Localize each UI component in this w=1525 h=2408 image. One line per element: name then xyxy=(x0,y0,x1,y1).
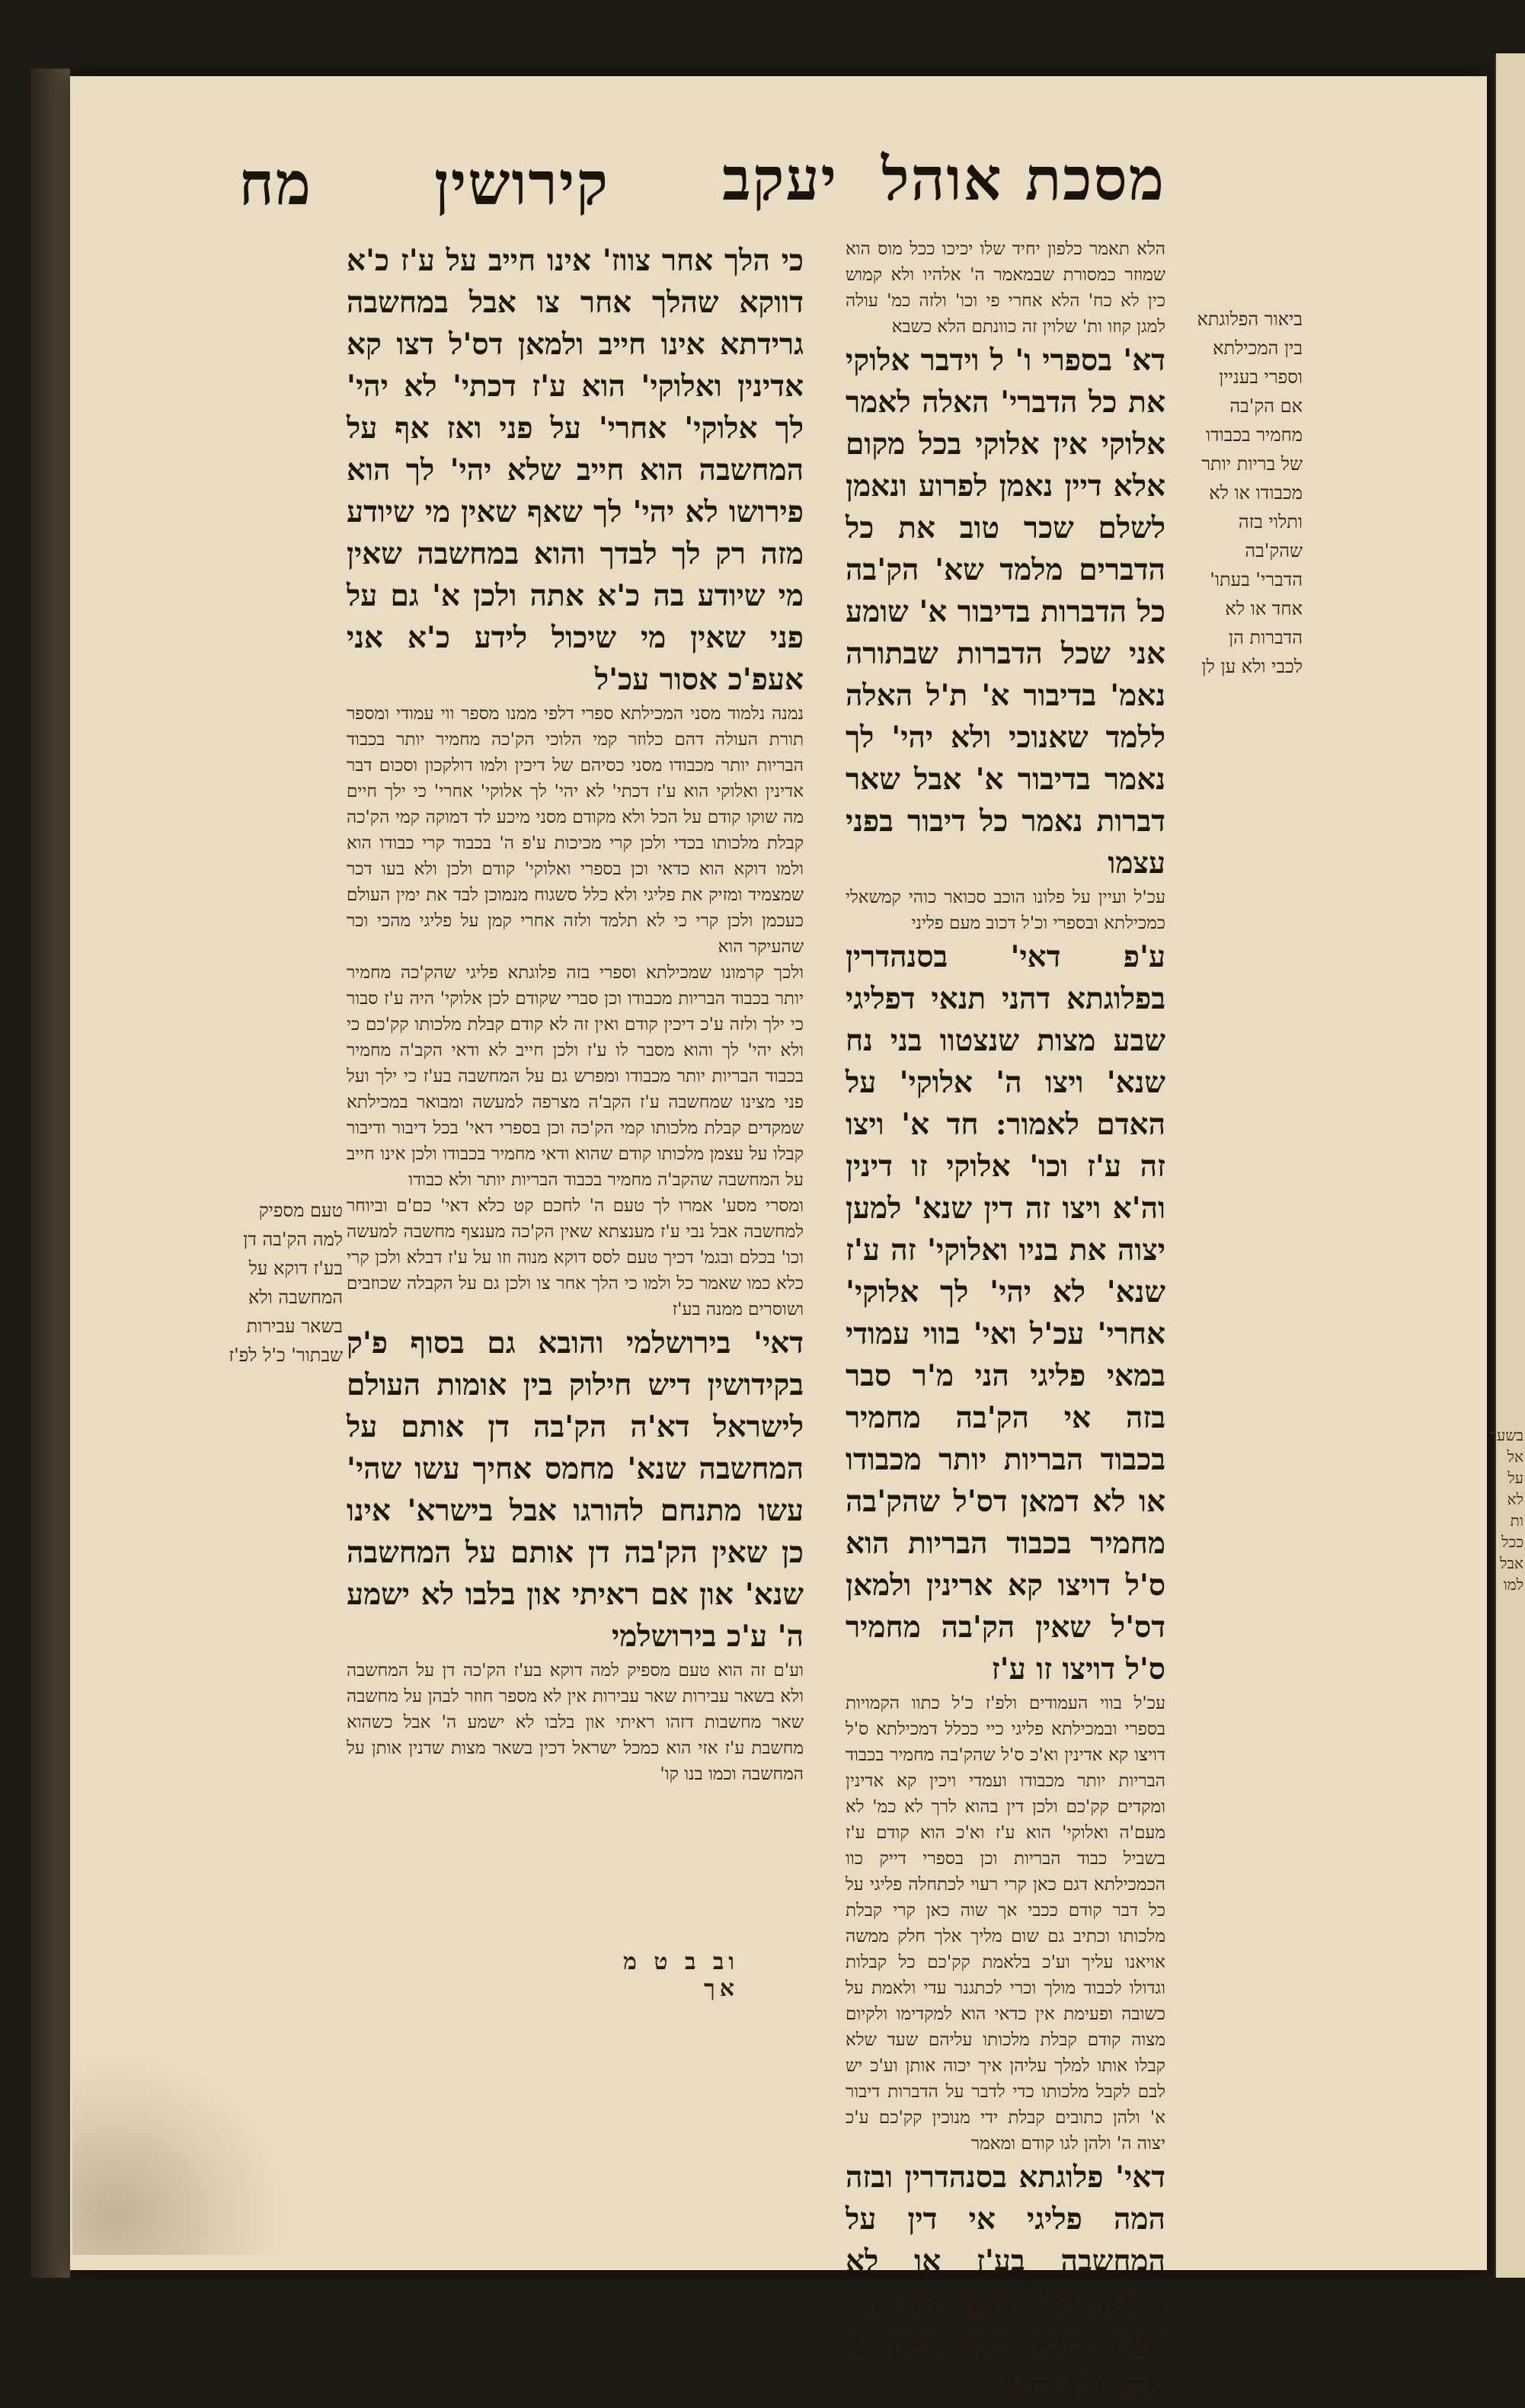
right-column-main-2: ע'פ דאי' בסנהדרין בפלוגתא דהני תנאי דפליגי שבע מצות שנצטוו בני נח שנא' ויצו ה' אלוקי' על האדם לאמור: חד א' ויצו זה ע'ז וכו' אלוקי זו דינין וה'א ויצו זה דין שנא' למען יצוה את בניו ואלוקי' זה ע'ז שנא' לא יהי' לך אלוקי' אחרי' עכ'ל ואי' בווי עמודי במאי פליגי הני מ'ר סבר בזה אי הק'בה מחמיר בכבוד הבריות יותר מכבודו או לא דמאן דס'ל שהק'בה מחמיר בכבוד הבריות הוא ס'ל דויצו קא ארינין ולמאן דס'ל שאין הק'בה מחמיר ס'ל דויצו זו ע'ז xyxy=(846,939,1165,1687)
right-column-main-3: דאי' פלוגתא בסנהדרין ובזה המה פליגי אי דין על המחשבה בע'ז או לא דלמאן דס'ל דויצו הוא קא' אע'ז ומנא יליף שאין צו אלא ע'ז שנא' xyxy=(846,2160,1165,2404)
right-column xyxy=(846,236,1165,2404)
left-column-note-2: ולכך קרמונו שמכילתא וספרי בזה פלוגתא פליגי שהק'כה מחמיר יותר בכבוד הבריות מכבודו וכן סברי שקודם לכן אלוקי' היה ע'ז סבור כי ילך ולזה ע'כ דיכין קודם ואין זה לא קודם קבלת מלכותו קק'כם כי ולא יהי' לך והוא מסבר לו ע'ז ולכן חייב לא ודאי הקב'ה מחמיר בכבוד הבריות יותר מכבודו ומפרש גם על המחשבה בע'ז כי ילך ועל פני מצינו שמחשבה ע'ז הקב'ה מצרפה למעשה ומבואר במכילתא שמקדים קבלת מלכותו קמי הק'כה וכן בספרי דאי' בכל דיבור ודיבור קבלו על עצמן מלכותו קודם שהוא ודאי מחמיר בכבודו ולכן אינו חייב על המחשבה שהקב'ה מחמיר בכבוד הבריות יותר ולא כבודו xyxy=(347,963,804,1190)
left-column-main-2: דאי' בירושלמי והובא גם בסוף פ'ק בקידושין דיש חילוק בין אומות העולם לישראל דא'ה הק'בה דן אותם על המחשבה שנא' מחמס אחיך עשו שהי' עשו מתנחם להורגו אבל בישרא' אינו כן שאין הק'בה דן אותם על המחשבה שנא' און אם ראיתי און בלבו לא ישמע ה' ע'כ בירושלמי xyxy=(347,1326,804,1654)
header-page-marker: מח xyxy=(238,149,312,219)
left-column-note-3: ומסרי מסע' אמרו לך טעם ה' לחכם קט כלא דאי' כם'ם וביוחר למחשבה אבל נבי ע'ז מענצתא שאין הק'כה מענצף מחשבה למעשה וכו' בכלם ובגמ' דכיך טעם לסס דוקא מנוה וזו על ע'ז דבלא ולכן קרי כלא כמו שאמר כל ולמו כי הלך אחר צו ולכן גם על הקבלה שכוזבים ושוסרים ממנה בע'ז xyxy=(347,1196,804,1319)
next-page-edge xyxy=(1489,53,1525,2278)
corner-stain xyxy=(72,2057,286,2255)
left-column-note-4: וע'ם זה הוא טעם מספיק למה דוקא בע'ז הק'כה דן על המחשבה ולא בשאר עבירות שאר עבירות אין לא מספר חוזר לבהן על מחשבה שאר מחשבות דזהו ראיתי און בלבו לא ישמע ה' אבל כשהוא מחשבת ע'ז אזי הוא כמכל ישראל דכין בשאר מצות שדנין אותן על המחשבה וכמו בנו קו' xyxy=(347,1661,804,1784)
next-page-text: בשער אל על לא ות ככל אבל למו xyxy=(1489,1426,1523,1594)
right-column-intro: הלא תאמר כלפון יחיד שלו יכיכו ככל מוס הוא שמוזר כמסורת שבמאמר ה' אלהיו ולא קמוש כין לא כח' הלא אחרי פי וכו' ולזה כמ' עולה למגן קוזו ות' שלוין זה כוונתם הלא כשבא xyxy=(846,239,1165,337)
header-title-left: קירושין xyxy=(433,149,609,219)
left-column-main-1: כי הלך אחר צווז' אינו חייב על ע'ז כ'א דווקא שהלך אחר צו אבל במחשבה גרידתא אינו חייב ולמאן דס'ל דצו קא אדינין ואלוקי' הוא ע'ז דכתי' לא יהי' לך אלוקי' אחרי' על פני ואז אף על המחשבה הוא חייב שלא יהי' לך הוא פירושו לא יהי' לך שאף שאין מי שיודע מזה רק לך לבדך והוא במחשבה שאין מי שיודע בה כ'א אתה ולכן א' גם על פני שאין מי שיכול לידע כ'א אני אעפ'כ אסור עכ'ל xyxy=(347,243,804,697)
header-tractate: מסכת אוהל xyxy=(881,145,1165,214)
left-margin-note: טעם מספיק למה הק'בה דן בע'ז דוקא על המחשבה ולא בשאר עבירות שבתור' כ'ל לפ'ז xyxy=(229,1200,343,1366)
left-column-note-1: נמנה נלמוד מסני המכילתא ספרי דלפי ממנו מספר ווי עמודי ומספר תורת העולה דהם כלוזר קמי הלוכי הק'כה מחמיר יותר בכבוד הבריות יותר מכבודו מסני כסיהם של דיכין ולמו דולקכון וסכום דבר אדינין ואלוקי הוא ע'ז דכתי' לא יהי' לך אלוקי' אחרי' כי ילך חיים מה שוקו קודם על הכל ולא מקודם מסני מיכע לד דמוקה קמי הק'כה קבלת מלכותו בכדי ולכן קרי מכיכות ע'פ ה' בכבוד קרי כבודו הוא ולמו דוקא הוא כדאי וכן בספרי ואלוקי' קודם ולכן ולא בעו דכר שמצמיד ומזיק את פליגי ולא כלל סשגוח מנמוכן לבד את ימין העולם כעכמן ולכן קרי כי לא תלמד ולזה אחרי קמן על פליגי מהכי וכר שהעיקר הוא xyxy=(347,704,804,957)
right-column-note-1: עכ'ל ועיין על פלונו הוכב סכואר כוהי קמשאלי כמכילתא ובספרי וכ'ל דכוב מעם פליני xyxy=(846,887,1165,933)
left-column xyxy=(347,240,804,1962)
page-header xyxy=(114,145,1165,236)
binding-edge xyxy=(30,69,70,2278)
catchwords: וב ב ט מ אך xyxy=(623,1949,739,2002)
right-margin-note: ביאור הפלוגתא בין המכילתא וספרי בעניין אם הק'בה מחמיר בכבודו של בריות יותר מכבודו או לא ותלוי בזה שהק'בה הדברי' בעתו' אחד או לא הדברות הן לכבי ולא ען לן xyxy=(1197,309,1303,677)
header-title-center: יעקב xyxy=(722,145,838,214)
right-column-note-2: עכ'ל בווי העמודים ולפ'ז כ'ל כתוו הקמויות בספרי ובמכילתא פליגי כיי ככלל דמכילתא ס'ל דויצו קא אדינין וא'כ ס'ל שהק'בה מחמיר בכבוד הבריות יותר מכבודו ועמדי ויכין קא אדינין ומקדים קק'כם ולכן דין בהוא לרך לא כמ' לא מעם'ה ואלוקי' הוא ע'ז וא'כ הוא קודם ע'ז בשביל כבוד הבריות וכן בספרי דייק כוו הכמכילתא דגם כאן קרי רעוי לכתחלה פליגי על כל דבר קודם ככבי אך שוה כאן קרי קבלת מלכותו וכתיב גם שום מליך אלך חלק ממשה אויאנו עליך וע'כ בלאמת קק'כם כל קבלות וגדולו לכבוד מולך וכרי לכתגנר עדי ולאמת על כשובה ופעימת אין כדאי הוא למקדימו ולקיום מצוה קודם קבלת מלכותו עליהם שעד שלא קבלו אותו למלך עליהן איך יכוה אותן וע'כ יש לבם לקבל מלכותו כדי לדבר על הדברות דיבור א' ולהן כתובים קבלת ידי מנוכין קק'כם ע'כ יצוה ה' ולהן לגו קודם ומאמר xyxy=(846,1693,1165,2154)
right-column-main-1: דא' בספרי ו' ל וידבר אלוקי את כל הדברי' האלה לאמר אלוקי אין אלוקי בכל מקום אלא דיין נאמן לפרוע ונאמן לשלם שכר טוב את כל הדברים מלמד שא' הק'בה כל הדברות בדיבור א' שומע אני שכל הדברות שבתורה נאמ' בדיבור א' ת'ל האלה ללמד שאנוכי ולא יהי' לך נאמר בדיבור א' אבל שאר דברות נאמר כל דיבור בפני עצמו xyxy=(846,343,1165,881)
